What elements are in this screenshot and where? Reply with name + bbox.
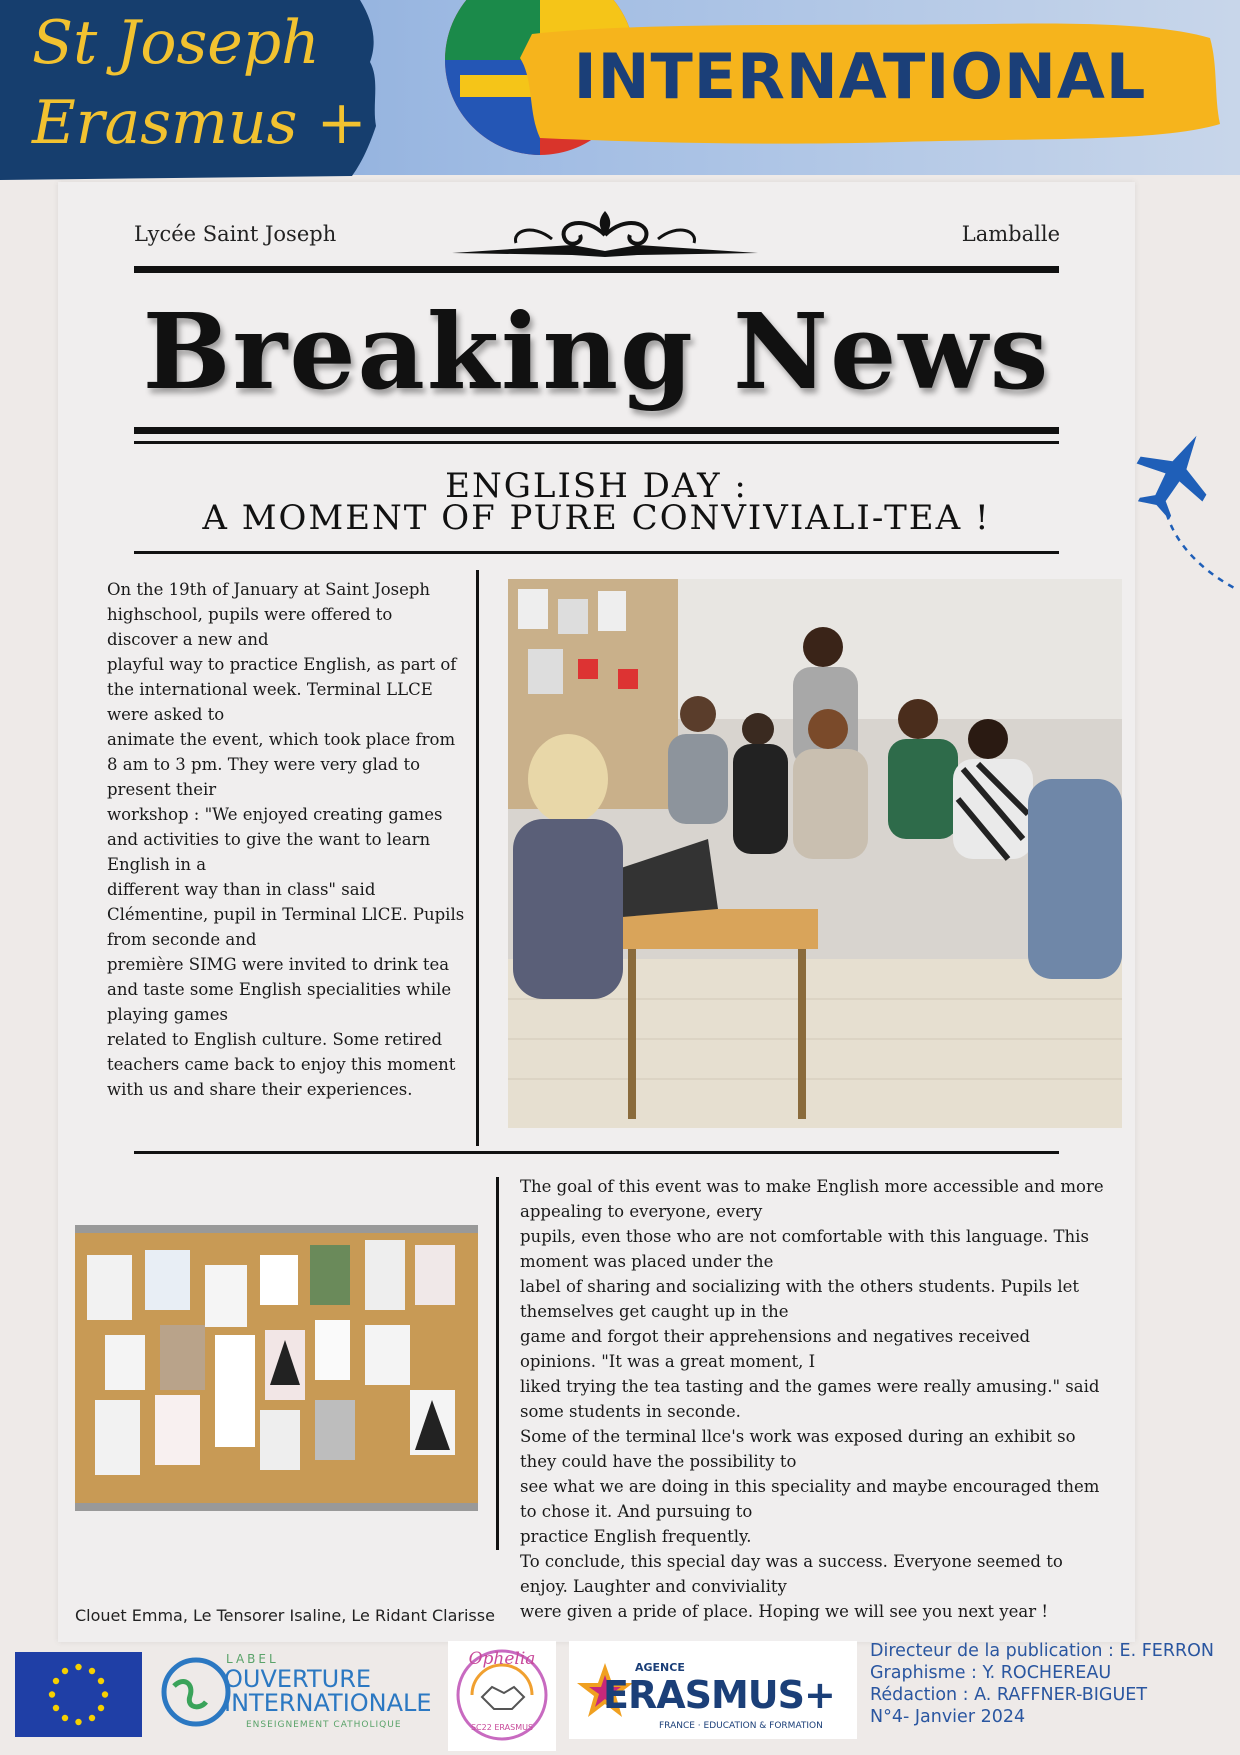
school-name: Lycée Saint Joseph xyxy=(134,222,337,246)
masthead-bottom-rule xyxy=(134,427,1059,434)
article-right-column xyxy=(520,1174,1110,1624)
masthead-top-rule xyxy=(134,266,1059,273)
credit-editor: Rédaction : A. RAFFNER-BIGUET xyxy=(870,1685,1148,1705)
ornament-icon xyxy=(452,205,758,260)
erasmus-agency-logo xyxy=(569,1641,857,1739)
paragraph: liked trying the tea tasting and the games were really amusing." said some students in seconde. xyxy=(520,1377,1100,1421)
paragraph: workshop : "We enjoyed creating games and activities to give the want to learn English in a xyxy=(107,805,443,874)
paragraph: were given a pride of place. Hoping we will see you next year ! xyxy=(520,1602,1048,1621)
paragraph: première SIMG were invited to drink tea and taste some English specialities while playing games xyxy=(107,955,452,1024)
section-title: INTERNATIONAL xyxy=(573,40,1147,113)
paragraph: animate the event, which took place from 8 am to 3 pm. They were very glad to present their xyxy=(107,730,456,799)
credit-director: Directeur de la publication : E. FERRON xyxy=(870,1641,1215,1661)
globe-icon xyxy=(160,1656,232,1728)
brand-title-line1: St Joseph xyxy=(32,8,320,78)
article-authors: Clouet Emma, Le Tensorer Isaline, Le Ridant Clarisse xyxy=(75,1606,495,1625)
erasmus-label: ERASMUS+ xyxy=(603,1673,835,1717)
event-photo xyxy=(508,579,1122,1128)
ophelia-logo xyxy=(448,1641,556,1751)
article-left-column xyxy=(107,577,467,1102)
exhibit-board-photo xyxy=(75,1225,478,1511)
paragraph: different way than in class" said Clémentine, pupil in Terminal LlCE. Pupils from seconde and xyxy=(107,880,465,949)
ophelia-name: Ophelia xyxy=(468,1649,536,1669)
issue-number: N°4- Janvier 2024 xyxy=(870,1707,1026,1727)
paragraph: game and forgot their apprehensions and negatives received opinions. "It was a great moment, I xyxy=(520,1327,1031,1371)
masthead-title: Breaking News xyxy=(142,290,1051,413)
paragraph: The goal of this event was to make English more accessible and more appealing to everyone, every xyxy=(520,1177,1104,1221)
publication-credits xyxy=(870,1640,1214,1728)
paragraph: related to English culture. Some retired teachers came back to enjoy this moment with us and share their experiences. xyxy=(107,1030,456,1099)
label-line2: INTERNATIONALE xyxy=(224,1689,432,1717)
eu-flag-icon xyxy=(15,1652,142,1737)
label-small: LABEL xyxy=(226,1652,279,1666)
paragraph: To conclude, this special day was a success. Everyone seemed to enjoy. Laughter and conviviality xyxy=(520,1552,1063,1596)
brand-title-line2: Erasmus + xyxy=(32,88,367,158)
paragraph: pupils, even those who are not comfortable with this language. This moment was placed under the xyxy=(520,1227,1089,1271)
label-ouverture-logo xyxy=(160,1650,445,1740)
headline-line2: A MOMENT OF PURE CONVIVIALI-TEA ! xyxy=(202,498,991,538)
headline-line1: ENGLISH DAY : xyxy=(445,466,748,506)
headline-rule xyxy=(134,551,1059,554)
ophelia-sub: SC22 ERASMUS xyxy=(470,1723,534,1732)
paragraph: practice English frequently. xyxy=(520,1527,752,1546)
town-name: Lamballe xyxy=(961,222,1060,246)
erasmus-sub: FRANCE · EDUCATION & FORMATION xyxy=(659,1721,823,1731)
label-sub: ENSEIGNEMENT CATHOLIQUE xyxy=(246,1720,402,1730)
paragraph: playful way to practice English, as part of the international week. Terminal LLCE were asked to xyxy=(107,655,457,724)
masthead-bottom-rule-thin xyxy=(134,441,1059,444)
paragraph: see what we are doing in this speciality and maybe encouraged them to chose it. And pursuing to xyxy=(520,1477,1100,1521)
column-divider xyxy=(496,1177,499,1550)
paragraph: Some of the terminal llce's work was exposed during an exhibit so they could have the possibility to xyxy=(520,1427,1076,1471)
section-rule xyxy=(134,1151,1059,1154)
label-line1: OUVERTURE xyxy=(224,1665,372,1693)
paragraph: label of sharing and socializing with the others students. Pupils let themselves get caught up in the xyxy=(520,1277,1079,1321)
flight-route-icon xyxy=(1160,500,1240,600)
agence-label: AGENCE xyxy=(635,1661,685,1674)
credit-graphics: Graphisme : Y. ROCHEREAU xyxy=(870,1663,1112,1683)
column-divider xyxy=(476,570,479,1146)
paragraph: On the 19th of January at Saint Joseph highschool, pupils were offered to discover a new and xyxy=(107,580,431,649)
handshake-icon xyxy=(478,1677,528,1713)
